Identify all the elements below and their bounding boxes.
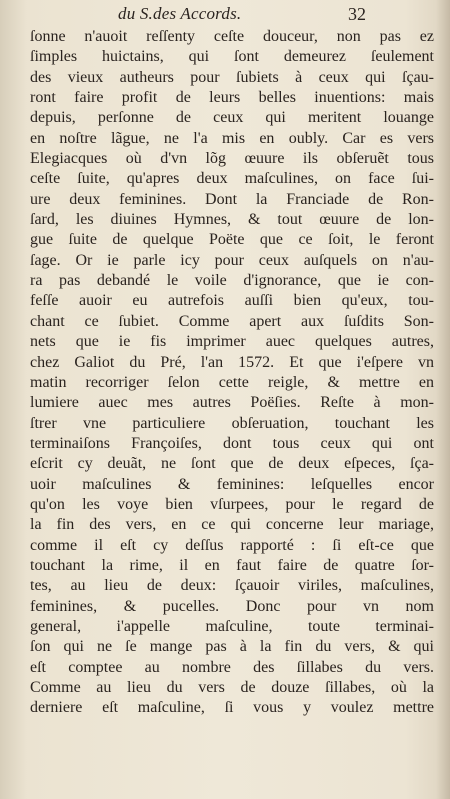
text-line: eſcrit cy deuãt, ne ſont que de deux eſpeces, ſça- [30, 455, 434, 473]
text-line: des vieux autheurs pour ſubiets à ceux qui ſçau- [30, 68, 434, 86]
text-line: comme il eſt cy deſſus rapporté : ſi eſt-ce que [30, 536, 434, 554]
text-line: ſtrer vne particuliere obſeruation, touchant les [30, 414, 434, 432]
text-line: ceſte ſuite, qu'apres deux maſculines, on face ſui- [30, 170, 434, 188]
text-line: touchant la rime, il en faut faire de quatre ſor- [30, 556, 434, 574]
text-line: la fin des vers, en ce qui concerne leur mariage, [30, 516, 434, 534]
text-line: chez Galiot du Pré, l'an 1572. Et que i'eſpere vn [30, 353, 434, 371]
text-line: gue ſuite de quelque Poëte que ce ſoit, le feront [30, 231, 434, 249]
text-line: depuis, perſonne de ceux qui meritent louange [30, 109, 434, 127]
text-line: general, i'appelle maſculine, toute terminai- [30, 617, 434, 635]
text-line: eſt comptee au nombre des ſillabes du vers. [30, 658, 434, 676]
text-line: chant ce ſubiet. Comme apert aux ſuſdits Son- [30, 312, 434, 330]
page-edge-shadow [436, 0, 450, 799]
text-line: ure deux feminines. Dont la Franciade de Ron- [30, 190, 434, 208]
body-text [30, 27, 434, 719]
text-line: feſſe auoir eu autrefois auſſi bien qu'eux, tou- [30, 292, 434, 310]
running-head: du S.des Accords. [118, 4, 242, 23]
text-line: ra pas debandé le voile d'ignorance, que ie con- [30, 272, 434, 290]
page-number: 32 [348, 4, 366, 24]
text-line: ſimples huictains, qui ſont demeurez ſeulement [30, 48, 434, 66]
text-line: terminaiſons Françoiſes, dont tous ceux qui ont [30, 434, 434, 452]
text-line: ront faire profit de leurs belles inuentions: mais [30, 89, 434, 107]
text-line: Comme au lieu du vers de douze ſillabes, où la [30, 679, 434, 696]
text-line: nets que ie fis imprimer auec quelques autres, [30, 333, 434, 351]
text-line: en noſtre lãgue, ne l'a mis en oubly. Car es vers [30, 129, 434, 147]
text-line: matin recorriger ſelon cette reigle, & mettre en [30, 373, 434, 391]
text-line: qu'on les voye bien vſurpees, pour le regard de [30, 495, 434, 513]
text-line: ſard, les diuines Hymnes, & tout œuure de lon- [30, 211, 434, 229]
text-line: Elegiacques où d'vn lõg œuure ils obſeruẽt tous [30, 150, 434, 168]
text-line: ſon qui ne ſe mange pas à la fin du vers, & qui [30, 638, 434, 656]
text-line: ſonne n'auoit reſſenty ceſte douceur, non pas ez [30, 28, 434, 45]
text-line: ſage. Or ie parle icy pour ceux auſquels on n'au- [30, 251, 434, 269]
page-header [0, 4, 450, 26]
text-line: uoir maſculines & feminines: leſquelles encor [30, 475, 434, 493]
text-line: lumiere auec mes autres Poëſies. Reſte à mon- [30, 394, 434, 412]
text-line: feminines, & pucelles. Donc pour vn nom [30, 597, 434, 615]
text-line: derniere eſt maſculine, ſi vous y voulez mettre [30, 699, 434, 717]
text-line: tes, au lieu de deux: ſçauoir viriles, maſculines, [30, 577, 434, 595]
